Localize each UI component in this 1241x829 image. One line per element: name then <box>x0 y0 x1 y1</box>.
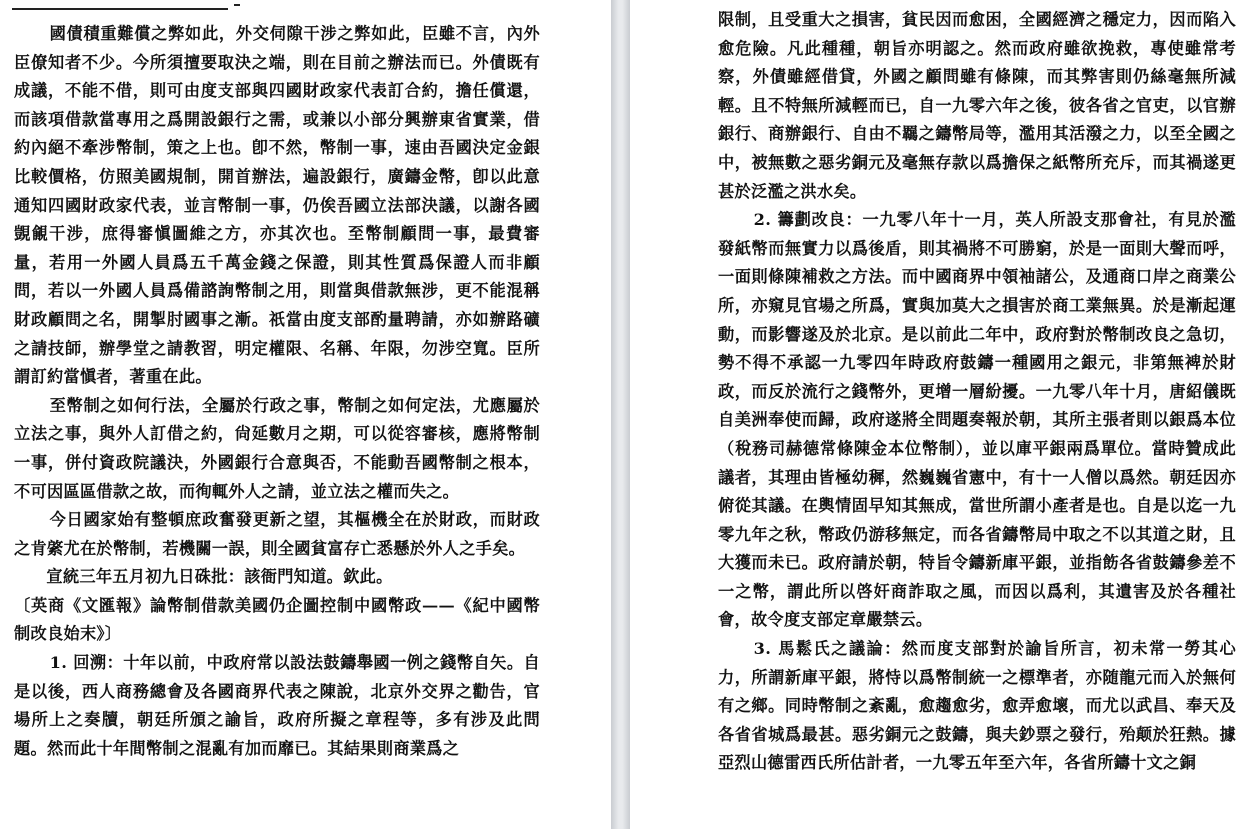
paragraph: 至幣制之如何行法，全屬於行政之事，幣制之如何定法，尤應屬於立法之事，與外人訂借之約，尙延數月之期，可以從容審核，應將幣制一事，併付資政院議決，外國銀行合意與否，不能動吾國幣制之根本，不可因區區借款之故，而徇輒外人之請，並立法之權而失之。 <box>14 395 540 501</box>
page-gutter <box>611 0 630 829</box>
date-line: 宣統三年五月初九日硃批：該衙門知道。欽此。 <box>46 567 393 587</box>
left-document-page <box>0 0 611 829</box>
right-text-column <box>718 6 1236 778</box>
paragraph: 3. 馬鬆氏之議論：然而度支部對於諭旨所言，初未常一勞其心力，所謂新庫平銀，將恃以爲幣制統一之標準者，亦随龍元而入於無何有之鄉。同時幣制之紊亂，愈趨愈劣，愈弄愈壞，而尤以武昌、奉天及各省省城爲最甚。惡劣銅元之鼓鑄，與夫鈔票之發行，殆颠於狂熱。據亞烈山德雷西氏所估計者，一九零五年至六年，各省所鑄十文之銅 <box>718 639 1236 773</box>
paragraph: 今日國家始有整頓庶政奮發更新之望，其樞機全在於財政，而財政之肯綮尤在於幣制，若機關一誤，則全國貧富存亡悉懸於外人之手矣。 <box>14 510 540 558</box>
section-heading: 〔英商《文匯報》論幣制借款美國仍企圖控制中國幣政——《紀中國幣制改良始末》〕 <box>14 595 540 644</box>
paragraph: 1. 回溯：十年以前，中政府常以設法鼓鑄舉國一例之錢幣自矢。自是以後，西人商務總會及各國商界代表之陳說，北京外交界之勸告，官場所上之奏牘，朝廷所頒之諭旨，政府所擬之章程等，多有涉及此問題。然而此十年間幣制之混亂有加而靡已。其結果則商業爲之 <box>14 653 540 758</box>
top-rule <box>12 8 228 10</box>
top-rule-mark <box>234 4 240 12</box>
right-document-page <box>630 0 1241 829</box>
left-text-column <box>14 20 540 763</box>
paragraph: 2. 籌劃改良：一九零八年十一月，英人所設支那會社，有見於濫發紙幣而無實力以爲後盾，則其禍將不可勝窮，於是一面則大聲而呼，一面則條陳補救之方法。而中國商界中領袖諸公，及通商口岸之商業公所，亦窺見官場之所爲，實與加莫大之損害於商工業無異。於是漸起運動，而影響遂及於北京。是以前此二年中，政府對於幣制改良之急切，勢不得不承認一九零四年時政府鼓鑄一種國用之銀元，非第無裨於財政，而反於流行之錢幣外，更增一層紛擾。一九零八年十月，唐紹儀既自美洲奉使而歸，政府遂將全問題奏報於朝，其所主張者則以銀爲本位（稅務司赫德常條陳金本位幣制），並以庫平銀兩爲單位。當時贊成此議者，其理由皆極幼穉，然巍巍省憲中，有十一人僧以爲然。朝廷因亦俯從其議。在輿情固早知其無成，當世所謂小產者是也。自是以迄一九零九年之秋，幣政仍游移無定，而各省鑄幣局中取之不以其道之財，且大獲而未已。政府請於朝，特旨令鑄新庫平銀，並指飭各省鼓鑄參差不一之幣，謂此所以啓奸商詐取之風，而因以爲利，其遺害及於各種社會，故令度支部定章嚴禁云。 <box>718 210 1236 630</box>
paragraph: 限制，且受重大之損害，貧民因而愈困，全國經濟之穩定力，因而陷入愈危險。凡此種種，朝旨亦明認之。然而政府雖欲挽救，專使雖常考察，外債雖經借貸，外國之顧問雖有條陳，而其弊害則仍絲毫無所減輕。且不特無所減輕而已，自一九零六年之後，彼各省之官吏，以官辦銀行、商辦銀行、自由不羈之鑄幣局等，濫用其活潑之力，以至全國之中，被無數之惡劣銅元及毫無存款以爲擔保之紙幣所充斥，而其禍遂更甚於泛濫之洪水矣。 <box>718 10 1236 201</box>
paragraph: 國債積重難償之弊如此，外交伺隙干涉之弊如此，臣雖不言，內外臣僚知者不少。今所須擅要取決之端，則在目前之辦法而已。外債既有成議，不能不借，則可由度支部與四國財政家代表訂合約，擔任償還，而該項借款當專用之爲開設銀行之需，或兼以小部分興辦東省實業，借約內絕不牽涉幣制，策之上也。卽不然，幣制一事，速由吾國決定金銀比較價格，仿照美國規制，開首辦法，遍設銀行，廣鑄金幣，卽以此意通知四國財政家代表，並言幣制一事，仍俟吾國立法部決議，以謝各國覬覦干涉，庶得審愼圖維之方，亦其次也。至幣制顧問一事，最費審量，若用一外國人員爲五千萬金錢之保證，則其性質爲保證人而非顧問，若以一外國人員爲備諮詢幣制之用，則當與借款無涉，更不能混稱財政顧問之名，開掣肘國事之漸。祇當由度支部酌量聘請，亦如辦路礦之請技師，辦學堂之請教習，明定權限、名稱、年限，勿涉空寬。臣所謂訂約當愼者，著重在此。 <box>14 24 540 387</box>
